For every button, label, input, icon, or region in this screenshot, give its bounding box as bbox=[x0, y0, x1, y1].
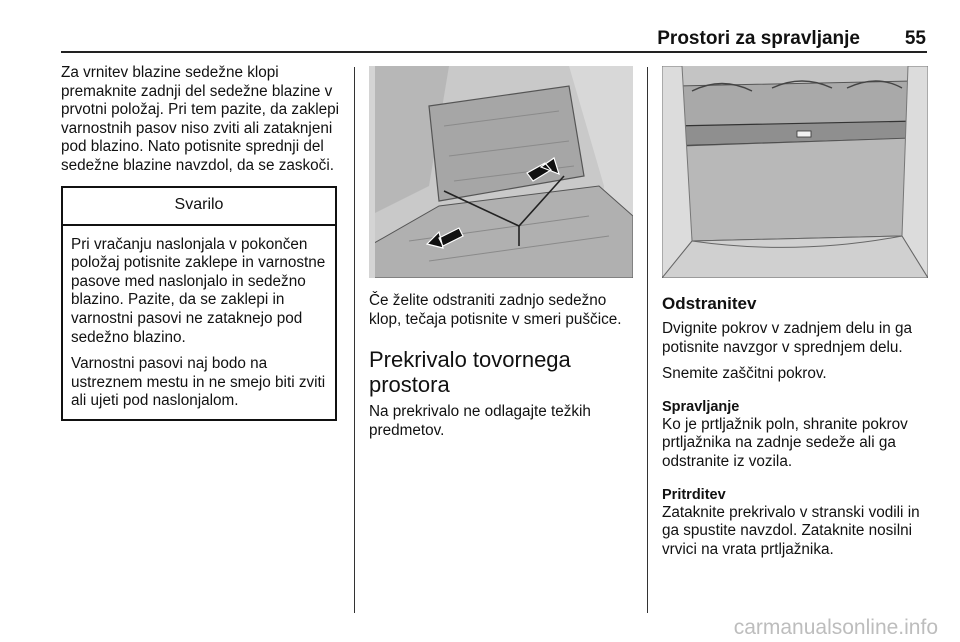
column-3 bbox=[662, 66, 928, 567]
storage-paragraph: Ko je prtljažnik poln, shranite pokrov prtljažnika na zadnje sedeže ali ga odstranite iz vozila. bbox=[662, 415, 908, 470]
warning-paragraph-1: Pri vračanju naslonjala v pokončen položaj potisnite zaklepe in varnostne pasove med naslonjalo in sedežno blazino. Pazite, da se zaklepi in varnostni pasovi ne zataknejo pod sedežno blazino. bbox=[71, 235, 326, 346]
removal-heading: Odstranitev bbox=[662, 294, 757, 313]
rear-seat-removal-illustration bbox=[369, 66, 633, 278]
warning-body bbox=[63, 226, 335, 419]
cargo-cover-note: Na prekrivalo ne odlagajte težkih predmetov. bbox=[369, 403, 591, 439]
warning-paragraph-2: Varnostni pasovi naj bodo na ustreznem mestu in ne smejo biti zviti ali ujeti pod naslonjalom. bbox=[71, 355, 326, 410]
removal-paragraph-1: Dvignite pokrov v zadnjem delu in ga potisnite navzgor v sprednjem delu. bbox=[662, 320, 912, 356]
cargo-cover-illustration bbox=[662, 66, 928, 278]
column-2 bbox=[369, 66, 633, 440]
watermark: carmanualsonline.info bbox=[733, 616, 938, 639]
attach-heading: Pritrditev bbox=[662, 486, 726, 503]
removal-paragraph-2: Snemite zaščitni pokrov. bbox=[662, 365, 827, 383]
warning-box bbox=[61, 186, 337, 421]
page-number: 55 bbox=[904, 28, 926, 49]
storage-heading: Spravljanje bbox=[662, 398, 740, 415]
seat-removal-caption: Če želite odstraniti zadnjo sedežno klop, tečaja potisnite v smeri puščice. bbox=[369, 292, 622, 328]
page-header-title: Prostori za spravljanje bbox=[657, 28, 860, 49]
header-rule bbox=[61, 51, 927, 53]
column-divider-left bbox=[354, 67, 355, 613]
column-divider-right bbox=[647, 67, 648, 613]
cargo-cover-heading: Prekrivalo tovornega prostora bbox=[369, 347, 571, 398]
attach-paragraph: Zataknite prekrivalo v stranski vodili in ga spustite navzdol. Zataknite nosilni vrvici na vrata prtljažnika. bbox=[662, 503, 920, 558]
warning-heading: Svarilo bbox=[63, 188, 335, 226]
seat-return-paragraph: Za vrnitev blazine sedežne klopi premaknite zadnji del sedežne blazine v prvotni položaj. Pri tem pazite, da zaklepi varnostnih pasov niso zviti ali zataknjeni pod blazino. Nato potisnite sprednji del sedežne blazine navzdol, da se zaskoči. bbox=[61, 64, 340, 174]
column-1 bbox=[61, 64, 341, 421]
